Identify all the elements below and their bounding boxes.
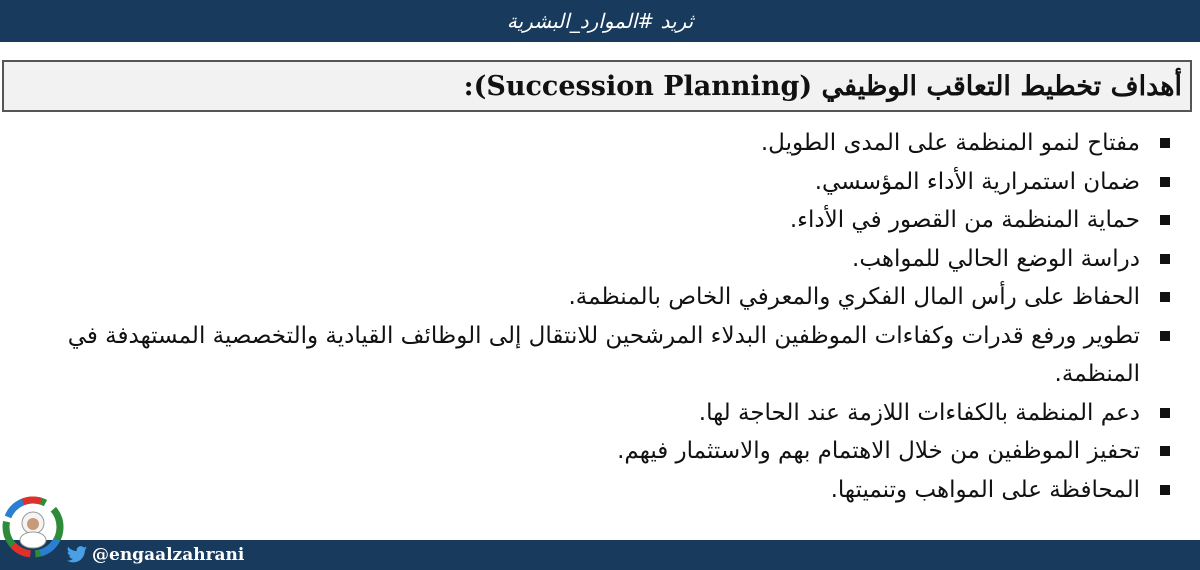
list-item — [6, 471, 1176, 510]
page-heading: أهداف تخطيط التعاقب الوظيفي (Succession Planning): — [463, 70, 1182, 102]
list-item-text: مفتاح لنمو المنظمة على المدى الطويل. — [760, 130, 1140, 156]
list-item-text: الحفاظ على رأس المال الفكري والمعرفي الخاص بالمنظمة. — [568, 284, 1140, 310]
bullet-square-icon — [1160, 408, 1170, 418]
list-item — [6, 124, 1176, 163]
heading-box — [2, 60, 1192, 112]
list-item — [6, 432, 1176, 471]
list-item-text: المحافظة على المواهب وتنميتها. — [830, 476, 1140, 503]
list-item-text: تطوير ورفع قدرات وكفاءات الموظفين البدلاء المرشحين للانتقال إلى الوظائف القيادية والتخصصية المستهدفة في المنظمة. — [67, 322, 1140, 387]
bullet-square-icon — [1160, 177, 1170, 187]
list-item — [6, 163, 1176, 202]
bullet-square-icon — [1160, 446, 1170, 456]
list-item — [6, 317, 1176, 394]
list-item — [6, 278, 1176, 317]
list-item-text: دراسة الوضع الحالي للمواهب. — [852, 245, 1140, 272]
bullet-square-icon — [1160, 254, 1170, 264]
twitter-bird-icon — [66, 545, 88, 565]
list-item-text: تحفيز الموظفين من خلال الاهتمام بهم والاستثمار فيهم. — [617, 438, 1140, 464]
list-item — [6, 394, 1176, 433]
bullet-square-icon — [1160, 292, 1170, 302]
list-item-text: حماية المنظمة من القصور في الأداء. — [789, 207, 1140, 233]
list-item-text: ضمان استمرارية الأداء المؤسسي. — [814, 168, 1140, 195]
thread-title: ثريد #الموارد_البشرية — [506, 9, 694, 33]
handle-text: @engaalzahrani — [92, 545, 245, 565]
twitter-handle[interactable] — [66, 540, 244, 570]
bullet-square-icon — [1160, 215, 1170, 225]
bullet-square-icon — [1160, 138, 1170, 148]
list-item — [6, 240, 1176, 279]
bullet-square-icon — [1160, 331, 1170, 341]
bullet-square-icon — [1160, 485, 1170, 495]
goals-list — [6, 124, 1176, 509]
author-logo-icon — [2, 496, 64, 558]
top-banner — [0, 0, 1200, 42]
list-item — [6, 201, 1176, 240]
list-item-text: دعم المنظمة بالكفاءات اللازمة عند الحاجة لها. — [698, 399, 1140, 426]
